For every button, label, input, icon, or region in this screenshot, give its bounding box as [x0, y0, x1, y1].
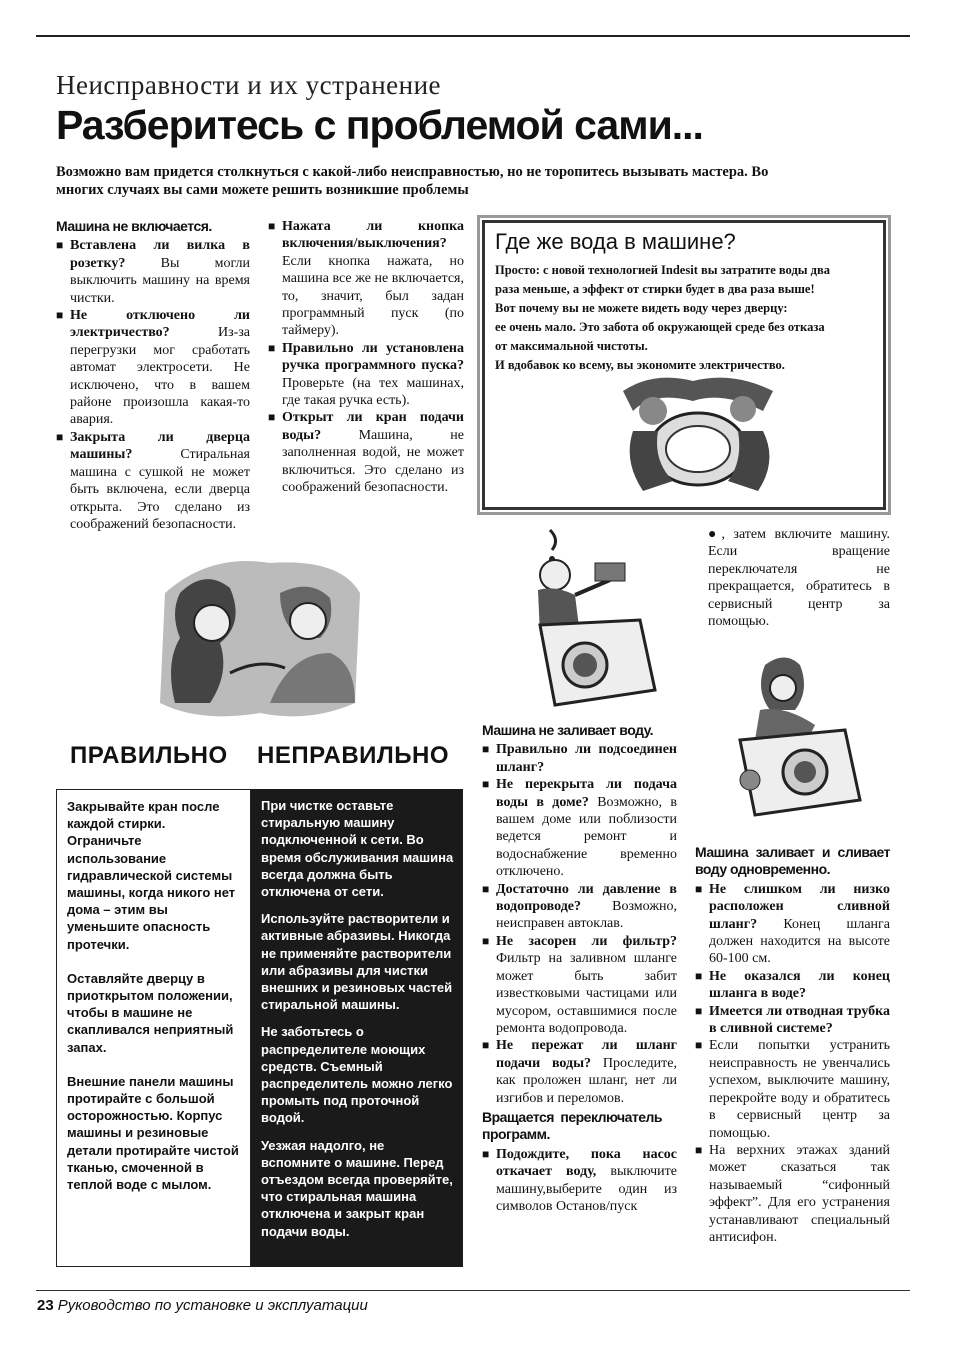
dos-right-text: Закрывайте кран после каждой стирки. Ограничьте использование гидравлической системы машины, когда никого нет дома – этим вы уменьшите опасность протечки. Оставляйте дверцу в приоткрытом положении, чтобы в машине не скапливался неприятный запах. Внешние панели машины протирайте с большой осторожностью. Корпус машины и резиновые детали протирайте чистой тканью, смоченной в теплой воде с мылом.	[67, 799, 239, 1193]
list-item: ■ Достаточно ли давление в водопроводе? Возможно, неисправен автоклав.	[482, 881, 677, 933]
list-item: ■ Не оказался ли конец шланга в воде?	[695, 968, 890, 1003]
continuation-text: ●, затем включите машину. Если вращение переключателя не прекращается, обратитесь в сервисный центр за помощью.	[708, 527, 890, 630]
plumber-washer-illustration	[500, 525, 670, 715]
list-item: ■ Не перекрыта ли подача воды в доме? Возможно, в вашем доме или поблизости ведется ремонт и водоснабжение временно отключено.	[482, 776, 677, 880]
water-box-text: Просто: с новой технологией Indesit вы затратите воды два раза меньше, а эффект от стирки будет в два раза выше! Вот почему вы не можете видеть воду через дверцу: ее очень мало. Это забота об окружающей среде без отказа от максимальной чистоты. И вдобавок ко всему, вы экономите электричество.	[495, 263, 830, 372]
page-number: 23	[37, 1297, 54, 1314]
woman-on-washer-illustration	[725, 650, 875, 830]
label-right: ПРАВИЛЬНО	[70, 742, 228, 769]
page-title: Разберитесь с проблемой сами...	[56, 102, 703, 148]
dos-wrong-box	[251, 789, 463, 1267]
list-item: ■ Открыт ли кран подачи воды? Машина, не заполненная водой, не может включиться. Это сделано из соображений безопасности.	[268, 409, 464, 496]
list-item: ■ Закрыта ли дверца машины? Стиральная машина с сушкой не может быть включена, если дверца открыта. Это сделано из соображений безопасности.	[56, 429, 250, 533]
column-not-switching-on	[56, 218, 250, 533]
column-continuation	[708, 526, 890, 630]
couple-talking-illustration	[150, 553, 370, 728]
bottom-rule	[36, 1290, 910, 1291]
list-item: ■ Вставлена ли вилка в розетку? Вы могли выключить машину на время чистки.	[56, 237, 250, 307]
list-item: ■ Правильно ли подсоединен шланг?	[482, 741, 677, 776]
list-item: ■ На верхних этажах зданий может сказаться так называемый “сифонный эффект”. Для его устранения устанавливают специальный антисифон.	[695, 1142, 890, 1246]
heading-fill-drain: Машина заливает и сливает воду одновременно.	[695, 844, 890, 878]
couple-at-washer-illustration	[613, 371, 783, 499]
water-box-title: Где же вода в машине?	[495, 229, 736, 254]
list-item: ■ Правильно ли установлена ручка программного пуска? Проверьте (на тех машинах, где такая ручка есть).	[268, 340, 464, 410]
list-item: ■ Если попытки устранить неисправность не увенчались успехом, выключите машину, перекройте воду и обратитесь в сервисный центр за помощью.	[695, 1037, 890, 1141]
footer-title: Руководство по установке и эксплуатации	[57, 1297, 368, 1314]
top-rule	[36, 35, 910, 37]
list-item: ■ Не отключено ли электричество? Из-за перегрузки мог сработать автомат электросети. Не исключено, что в вашем районе произошла какая-то авария.	[56, 307, 250, 429]
label-wrong: НЕПРАВИЛЬНО	[257, 742, 449, 769]
dos-wrong-text: При чистке оставьте стиральную машину подключенной к сети. Во время обслуживания машина всегда должна быть отключена от сети. Используйте растворители и активные абразивы. Никогда не применяйте растворители или абразивы для чистки внешних и резиновых частей стиральной машины. Не заботьтесь о распределителе моющих средств. Съемный распределитель можно легко промыть под проточной водой. Уезжая надолго, не вспомните о машине. Перед отъездом всегда проверяйте, что стиральная машина отключена и закрыт кран подачи воды.	[261, 798, 454, 1239]
lead-paragraph: Возможно вам придется столкнуться с какой-либо неисправностью, но не торопитесь вызывать мастера. Во многих случаях вы сами можете решить возникшие проблемы	[56, 164, 769, 198]
column-power-checks	[268, 218, 464, 497]
list-item: ■ Нажата ли кнопка включения/выключения? Если кнопка нажата, но машина все же не включается, то, значит, был задан программный пуск (по таймеру).	[268, 218, 464, 340]
water-info-box	[482, 220, 886, 510]
list-item: ■ Подождите, пока насос откачает воду, выключите машину,выберите один из символов Останов/пуск	[482, 1146, 677, 1216]
list-item: ■ Имеется ли отводная трубка в сливной системе?	[695, 1003, 890, 1038]
page-footer	[37, 1297, 368, 1314]
column-fill-drain-simultaneous	[695, 844, 890, 1246]
heading-no-water: Машина не заливает воду.	[482, 722, 654, 738]
heading-not-switching-on: Машина не включается.	[56, 218, 212, 234]
heading-selector-rotates: Вращается переключатель программ.	[482, 1108, 662, 1143]
list-item: ■ Не слишком ли низко расположен сливной шланг? Конец шланга должен находится на высоте 60-100 см.	[695, 881, 890, 968]
dos-right-box	[56, 789, 251, 1267]
list-item: ■ Не засорен ли фильтр? Фильтр на заливном шланге может быть забит известковыми частицами или мусором, оставшимися после ремонта водопровода.	[482, 933, 677, 1037]
column-no-water-filling	[482, 722, 677, 1215]
section-kicker: Неисправности и их устранение	[56, 70, 442, 100]
list-item: ■ Не пережат ли шланг подачи воды? Проследите, как проложен шланг, нет ли изгибов и переломов.	[482, 1037, 677, 1107]
